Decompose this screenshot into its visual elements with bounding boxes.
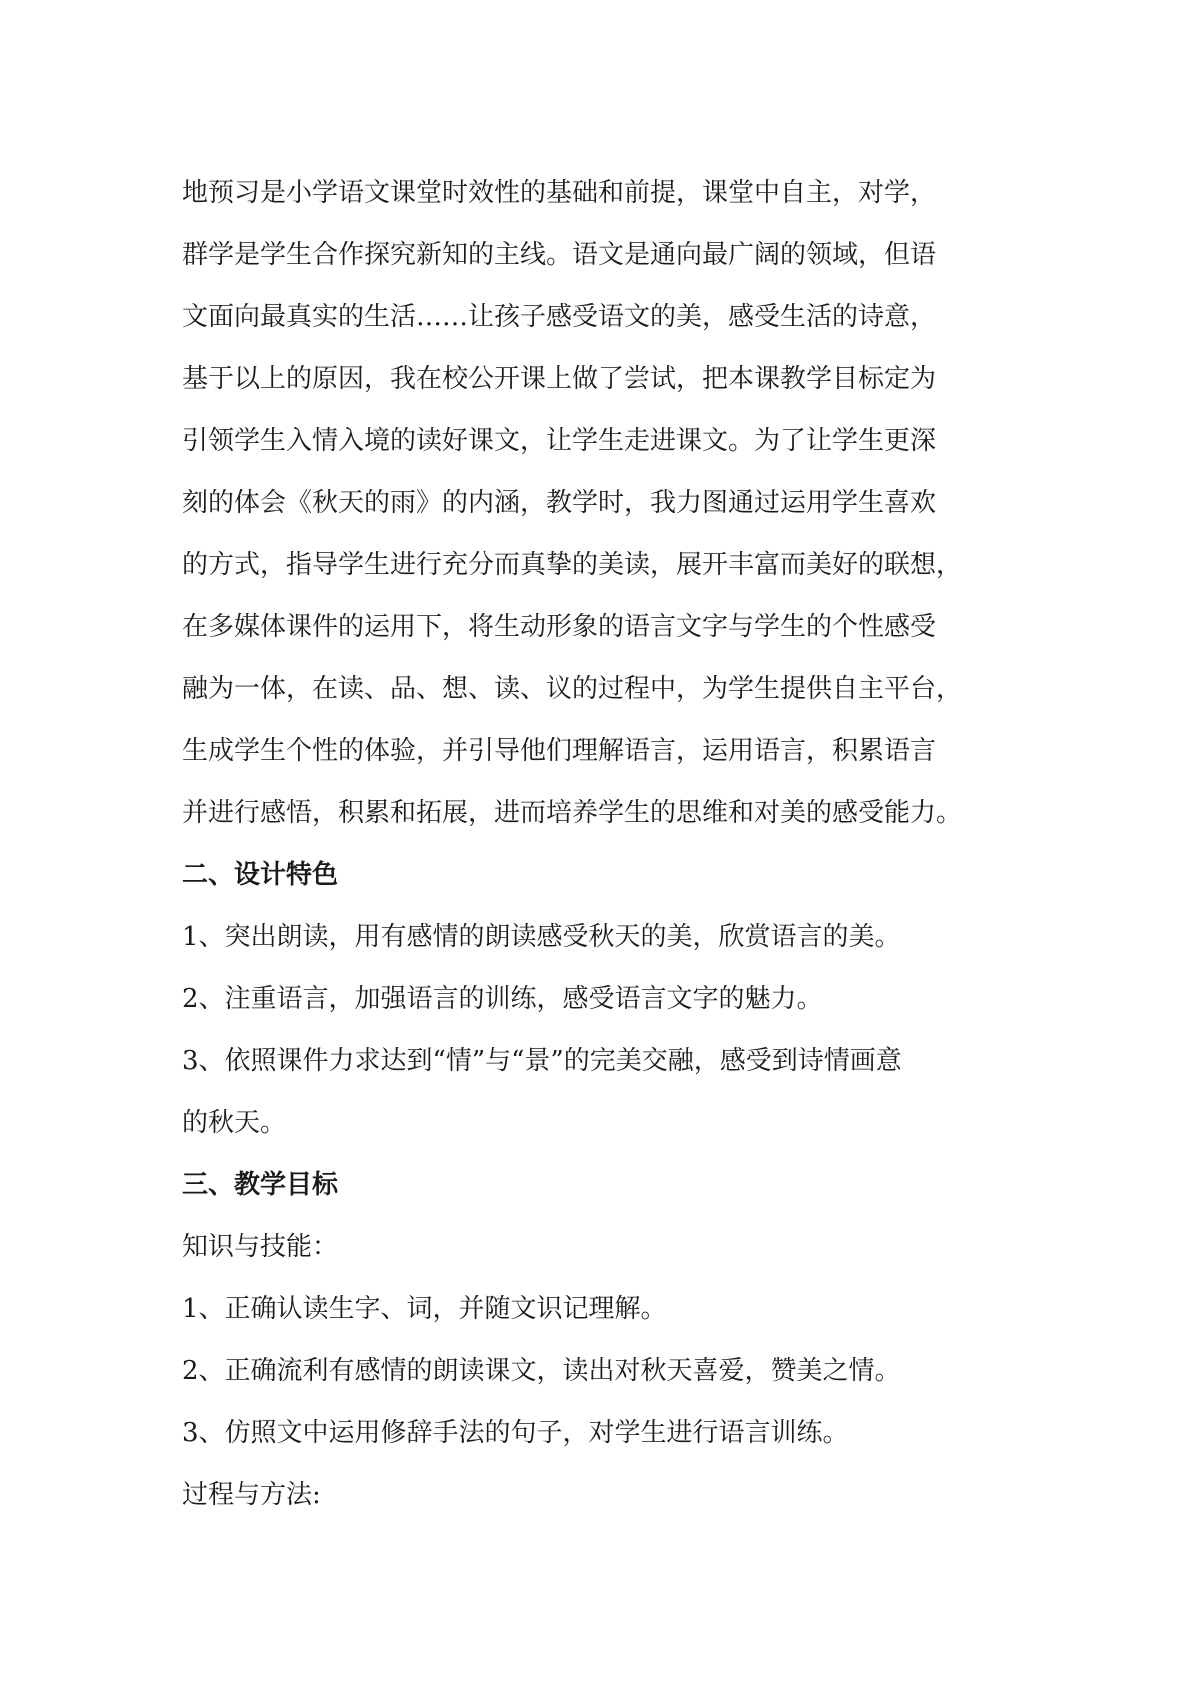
- paragraph-line: 地预习是小学语文课堂时效性的基础和前提，课堂中自主，对学，: [182, 178, 937, 208]
- list-item: 1、正确认读生字、词，并随文识记理解。: [182, 1294, 667, 1324]
- subheading-knowledge-skills: 知识与技能：: [182, 1232, 339, 1262]
- section-heading-design-features: 二、设计特色: [182, 860, 339, 890]
- subheading-process-methods: 过程与方法:: [182, 1480, 321, 1510]
- paragraph-line: 引领学生入情入境的读好课文，让学生走进课文。为了让学生更深: [182, 426, 937, 456]
- paragraph-line: 生成学生个性的体验，并引导他们理解语言，运用语言，积累语言: [182, 736, 937, 766]
- list-item: 2、注重语言，加强语言的训练，感受语言文字的魅力。: [182, 984, 823, 1014]
- list-item: 1、突出朗读，用有感情的朗读感受秋天的美，欣赏语言的美。: [182, 922, 901, 952]
- paragraph-line: 的方式，指导学生进行充分而真挚的美读，展开丰富而美好的联想，: [182, 550, 963, 580]
- document-body: [182, 162, 1042, 1526]
- list-item: 2、正确流利有感情的朗读课文，读出对秋天喜爱，赞美之情。: [182, 1356, 901, 1386]
- list-item: 3、依照课件力求达到“情”与“景”的完美交融，感受到诗情画意: [182, 1046, 902, 1076]
- list-item: 3、仿照文中运用修辞手法的句子，对学生进行语言训练。: [182, 1418, 849, 1448]
- paragraph-line: 基于以上的原因，我在校公开课上做了尝试，把本课教学目标定为: [182, 364, 937, 394]
- section-heading-teaching-goals: 三、教学目标: [182, 1170, 339, 1200]
- list-item-continuation: 的秋天。: [182, 1108, 287, 1138]
- paragraph-line: 文面向最真实的生活……让孩子感受语文的美，感受生活的诗意，: [182, 302, 937, 332]
- paragraph-line: 融为一体，在读、品、想、读、议的过程中，为学生提供自主平台，: [182, 674, 963, 704]
- paragraph-line: 群学是学生合作探究新知的主线。语文是通向最广阔的领域，但语: [182, 240, 937, 270]
- paragraph-line: 并进行感悟，积累和拓展，进而培养学生的思维和对美的感受能力。: [182, 798, 963, 828]
- paragraph-line: 在多媒体课件的运用下，将生动形象的语言文字与学生的个性感受: [182, 612, 937, 642]
- paragraph-line: 刻的体会《秋天的雨》的内涵，教学时，我力图通过运用学生喜欢: [182, 488, 937, 518]
